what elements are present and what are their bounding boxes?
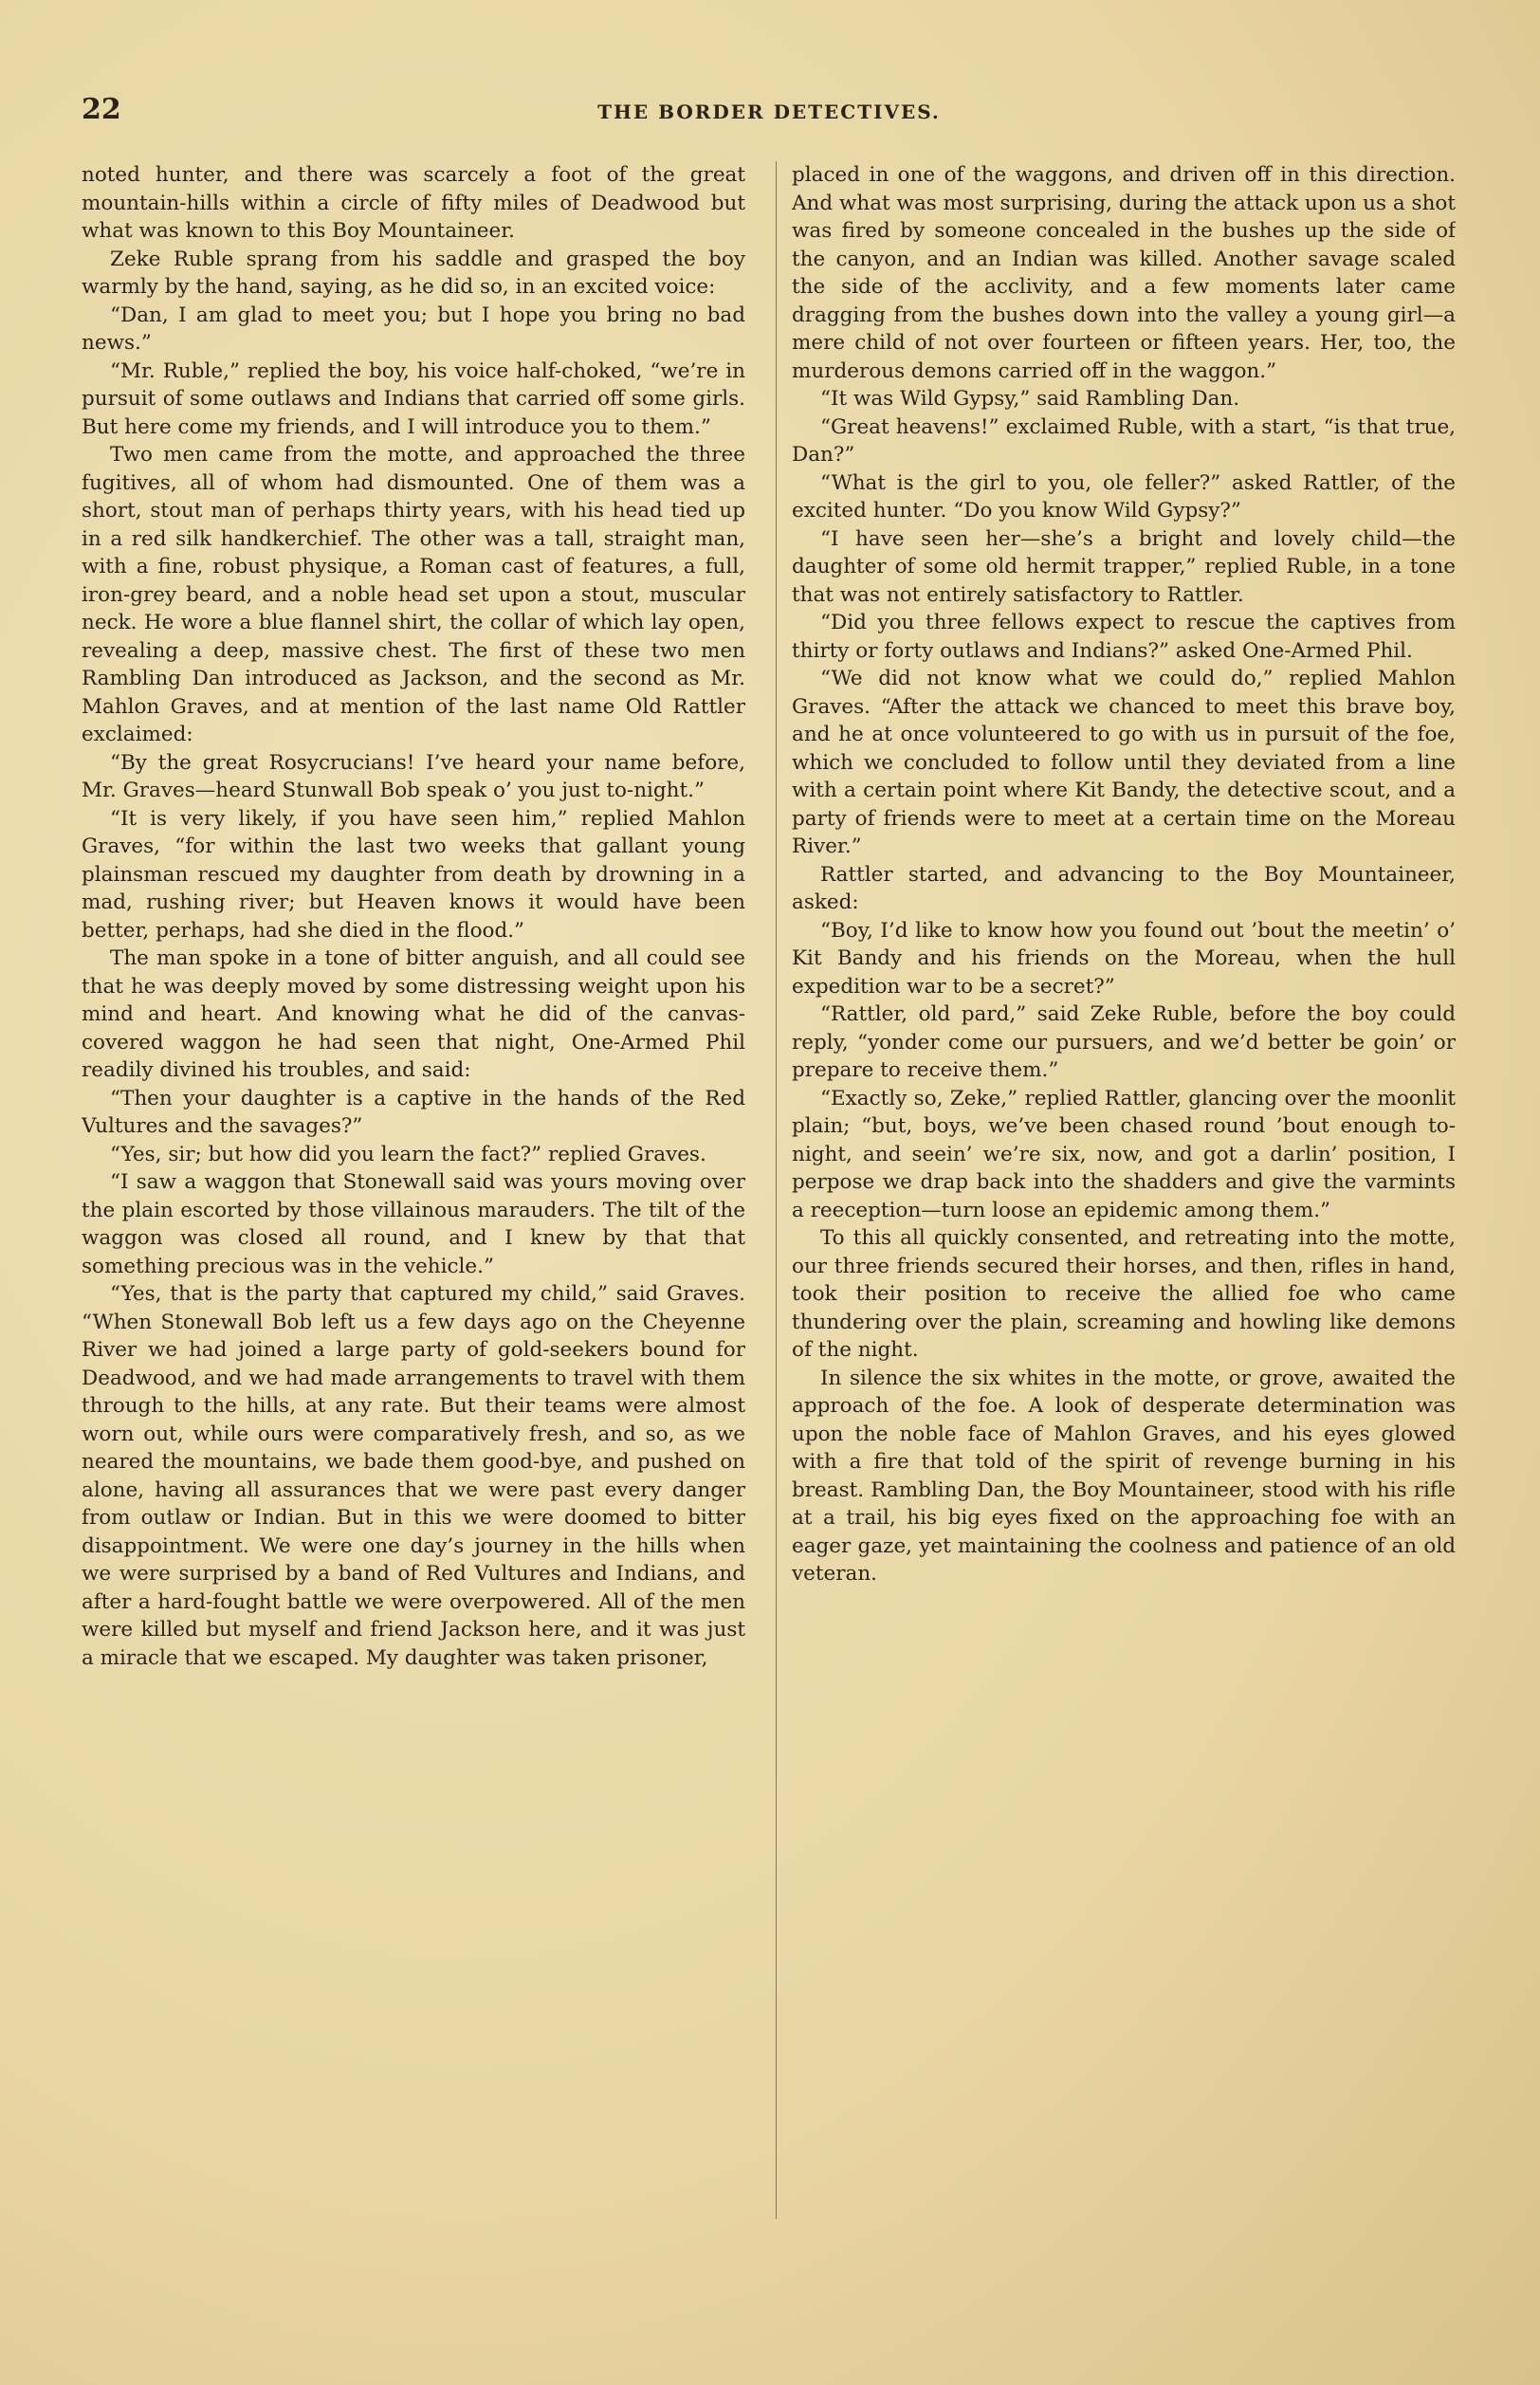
- paragraph: “Exactly so, Zeke,” replied Rattler, glancing over the moonlit plain; “but, boys, we’ve been chased round ’bout enough to-night, and seein’ we’re six, now, and got a darlin’ position, I perpose we drap back into the shadders and give the varmints a reeception—turn loose an epidemic among them.”: [792, 1086, 1456, 1222]
- paragraph: Zeke Ruble sprang from his saddle and grasped the boy warmly by the hand, saying, as he did so, in an excited voice:: [82, 247, 745, 299]
- column-divider: [776, 161, 777, 2219]
- paragraph: “Dan, I am glad to meet you; but I hope you bring no bad news.”: [82, 303, 745, 355]
- left-column: [82, 161, 745, 2219]
- paragraph: To this all quickly consented, and retreating into the motte, our three friends secured their horses, and then, rifles in hand, took their position to receive the allied foe who came thundering over the plain, screaming and howling like demons of the night.: [792, 1226, 1456, 1362]
- paragraph: “Mr. Ruble,” replied the boy, his voice half-choked, “we’re in pursuit of some outlaws and Indians that carried off some girls. But here come my friends, and I will introduce you to them.”: [82, 358, 745, 439]
- right-column: [792, 161, 1456, 2219]
- paragraph: “Did you three fellows expect to rescue the captives from thirty or forty outlaws and Indians?” asked One-Armed Phil.: [792, 611, 1456, 663]
- paragraph: “Boy, I’d like to know how you found out ’bout the meetin’ o’ Kit Bandy and his friends on the Moreau, when the hull expedition war to be a secret?”: [792, 918, 1456, 999]
- page-header: [82, 93, 1457, 131]
- paragraph: placed in one of the waggons, and driven off in this direction. And what was most surprising, during the attack upon us a shot was fired by someone concealed in the bushes up the side of the canyon, and an Indian was killed. Another savage scaled the side of the acclivity, and a few moments later came dragging from the bushes down into the valley a young girl—a mere child of not over fourteen or fifteen years. Her, too, the murderous demons carried off in the waggon.”: [792, 163, 1456, 383]
- paragraph: Two men came from the motte, and approached the three fugitives, all of whom had dismounted. One of them was a short, stout man of perhaps thirty years, with his head tied up in a red silk handkerchief. The other was a tall, straight man, with a fine, robust physique, a Roman cast of features, a full, iron-grey beard, and a noble head set upon a stout, muscular neck. He wore a blue flannel shirt, the collar of which lay open, revealing a deep, massive chest. The first of these two men Rambling Dan introduced as Jackson, and the second as Mr. Mahlon Graves, and at mention of the last name Old Rattler exclaimed:: [82, 443, 745, 746]
- paragraph: “By the great Rosycrucians! I’ve heard your name before, Mr. Graves—heard Stunwall Bob speak o’ you just to-night.”: [82, 750, 745, 802]
- paragraph: noted hunter, and there was scarcely a foot of the great mountain-hills within a circle of fifty miles of Deadwood but what was known to this Boy Mountaineer.: [82, 163, 745, 243]
- paragraph: “Yes, that is the party that captured my child,” said Graves. “When Stonewall Bob left us a few days ago on the Cheyenne River we had joined a large party of gold-seekers bound for Deadwood, and we had made arrangements to travel with them through to the hills, at any rate. But their teams were almost worn out, while ours were comparatively fresh, and so, as we neared the mountains, we bade them good-bye, and pushed on alone, having all assurances that we were past every danger from outlaw or Indian. But in this we were doomed to bitter disappointment. We were one day’s journey in the hills when we were surprised by a band of Red Vultures and Indians, and after a hard-fought battle we were overpowered. All of the men were killed but myself and friend Jackson here, and it was just a miracle that we escaped. My daughter was taken prisoner,: [82, 1282, 745, 1670]
- paragraph: “Yes, sir; but how did you learn the fact?” replied Graves.: [110, 1142, 706, 1166]
- paragraph: “We did not know what we could do,” replied Mahlon Graves. “After the attack we chanced to meet this brave boy, and he at once volunteered to go with us in pursuit of the foe, which we concluded to follow until they deviated from a line with a certain point where Kit Bandy, the detective scout, and a party of friends were to meet at a certain time on the Moreau River.”: [792, 667, 1456, 858]
- paragraph: “Great heavens!” exclaimed Ruble, with a start, “is that true, Dan?”: [792, 414, 1456, 467]
- paragraph: “Rattler, old pard,” said Zeke Ruble, before the boy could reply, “yonder come our pursuers, and we’d better be goin’ or prepare to receive them.”: [792, 1002, 1456, 1082]
- paragraph: “It was Wild Gypsy,” said Rambling Dan.: [820, 387, 1240, 411]
- paragraph: “It is very likely, if you have seen him,” replied Mahlon Graves, “for within the last two weeks that gallant young plainsman rescued my daughter from death by drowning in a mad, rushing river; but Heaven knows it would have been better, perhaps, had she died in the flood.”: [82, 806, 745, 943]
- paragraph: “What is the girl to you, ole feller?” asked Rattler, of the excited hunter. “Do you know Wild Gypsy?”: [792, 470, 1456, 523]
- paragraph: In silence the six whites in the motte, or grove, awaited the approach of the foe. A look of desperate determination was upon the noble face of Mahlon Graves, and his eyes glowed with a fire that told of the spirit of revenge burning in his breast. Rambling Dan, the Boy Mountaineer, stood with his rifle at a trail, his big eyes fixed on the approaching foe with an eager gaze, yet maintaining the coolness and patience of an old veteran.: [792, 1366, 1456, 1586]
- paragraph: “I saw a waggon that Stonewall said was yours moving over the plain escorted by those villainous marauders. The tilt of the waggon was closed all round, and I knew by that that something precious was in the vehicle.”: [82, 1170, 745, 1278]
- paragraph: “Then your daughter is a captive in the hands of the Red Vultures and the savages?”: [82, 1086, 745, 1138]
- paragraph: The man spoke in a tone of bitter anguish, and all could see that he was deeply moved by some distressing weight upon his mind and heart. And knowing what he did of the canvas-covered waggon he had seen that night, One-Armed Phil readily divined his troubles, and said:: [82, 946, 745, 1082]
- paragraph: Rattler started, and advancing to the Boy Mountaineer, asked:: [792, 862, 1456, 914]
- running-title: THE BORDER DETECTIVES.: [597, 101, 941, 123]
- paragraph: “I have seen her—she’s a bright and lovely child—the daughter of some old hermit trapper,” replied Ruble, in a tone that was not entirely satisfactory to Rattler.: [792, 526, 1456, 607]
- page-number: 22: [82, 93, 121, 126]
